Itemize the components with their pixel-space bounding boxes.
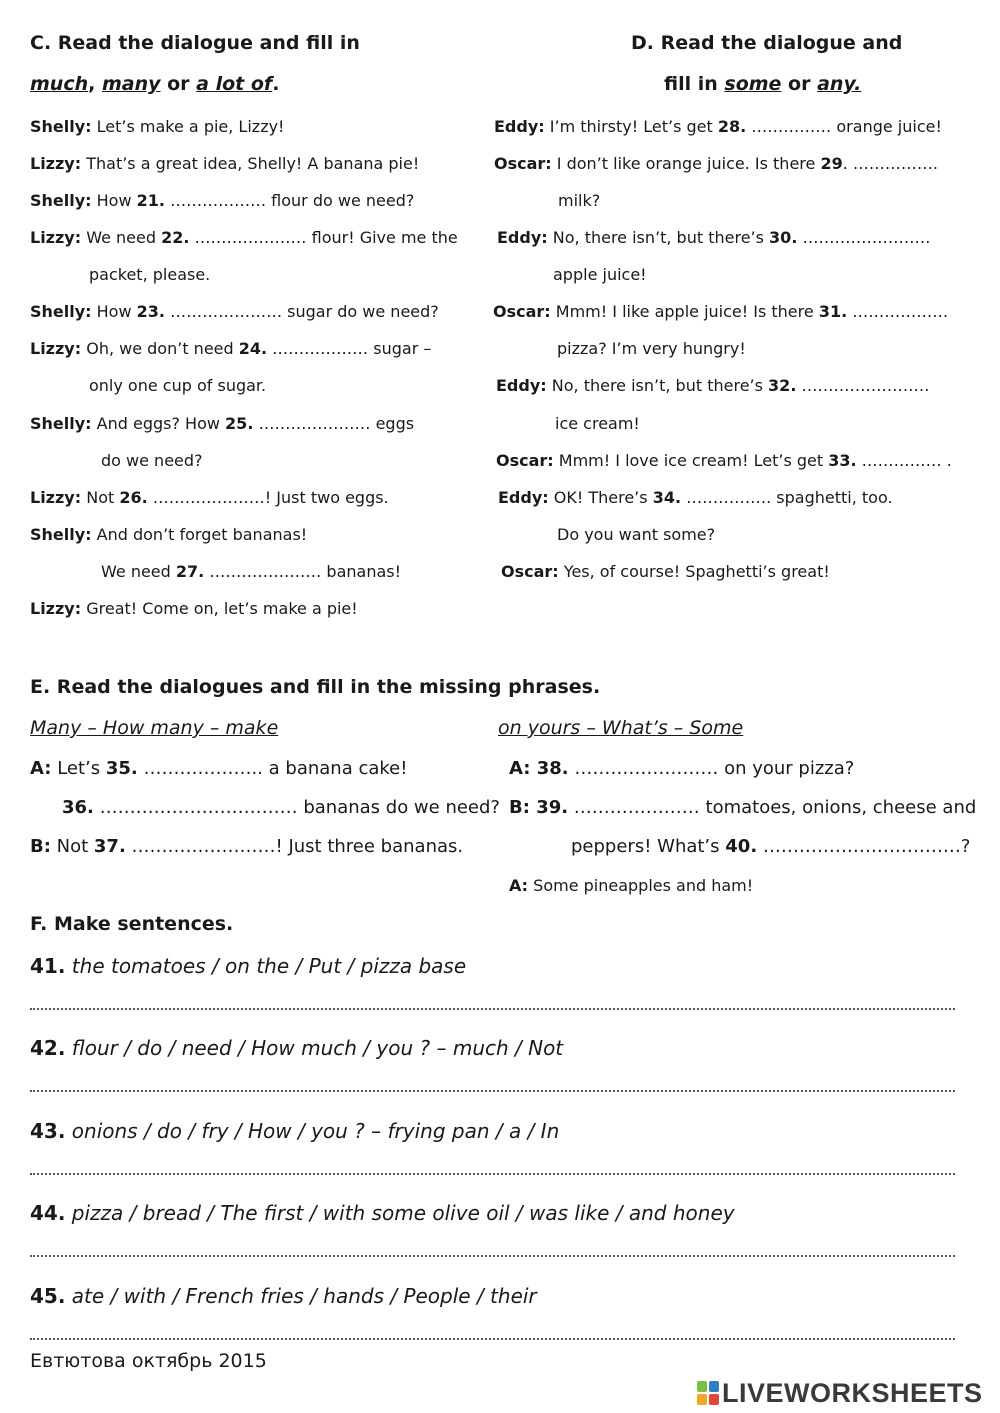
line-text: No, there isn’t, but there’s [547,228,770,247]
answer-line[interactable] [30,1088,955,1092]
item-number: 39. [529,797,569,818]
word-much: much [30,73,89,95]
word-a-lot-of: a lot of [196,73,273,95]
speaker-name: Shelly: [30,414,92,433]
dialogue-line [30,836,463,857]
dialogue-line [30,758,407,779]
dialogue-line [30,414,414,433]
section-f-title: F. Make sentences. [30,913,234,935]
subtitle-pre: fill in [664,73,725,95]
dialogue-line [30,154,419,173]
line-text: only one cup of sugar. [89,376,267,395]
sentence-prompt [30,1119,559,1143]
blank-text[interactable]: ……………… [847,302,949,321]
line-text: Not [50,836,94,857]
item-number: 31. [818,302,848,321]
speaker-name: Lizzy: [30,488,82,507]
speaker-name: Eddy: [496,376,547,395]
speaker-name: Lizzy: [30,154,82,173]
line-text: Not [81,488,120,507]
word-some: some [724,73,782,95]
line-text: Do you want some? [557,525,716,544]
blank-text[interactable]: ………………… tomatoes, onions, cheese and [568,797,977,818]
dialogue-line [497,228,930,247]
line-text: Mmm! I like apple juice! Is there [550,302,819,321]
dialogue-line [30,339,431,358]
speaker-name: Oscar: [496,451,554,470]
word-end: . [272,73,280,95]
speaker-name: Shelly: [30,117,92,136]
speaker-name: Eddy: [498,488,549,507]
dialogue-line [101,562,401,581]
blank-text[interactable]: …………………… [797,228,931,247]
word-sep: , [88,73,102,95]
blank-text[interactable]: ……………………! Just three bananas. [125,836,464,857]
section-d-subtitle [664,73,861,95]
line-text: How [91,191,137,210]
section-c-wordlist [30,73,279,95]
item-number: 25. [225,414,254,433]
dialogue-line [494,154,938,173]
line-text: ice cream! [555,414,640,433]
line-text: Some pineapples and ham! [528,876,754,895]
item-number: 27. [175,562,205,581]
dialogue-line [509,797,976,818]
line-text: No, there isn’t, but there’s [546,376,769,395]
section-e-wordlist-left: Many – How many – make [30,717,279,739]
line-text: packet, please. [89,265,211,284]
item-number: 34. [652,488,682,507]
blank-text[interactable]: ………………… bananas! [204,562,402,581]
scrambled-words: flour / do / need / How much / you ? – much / Not [65,1036,564,1060]
speaker-name: Lizzy: [30,339,82,358]
blank-text[interactable]: …………………! Just two eggs. [147,488,389,507]
speaker-name: Oscar: [501,562,559,581]
answer-line[interactable] [30,1336,955,1340]
item-number: 29 [820,154,843,173]
item-number: 24. [238,339,268,358]
dialogue-line [89,376,266,395]
blank-text[interactable]: …………………… on your pizza? [568,758,855,779]
section-d-title: D. Read the dialogue and [631,32,903,54]
blank-text[interactable]: ………………… flour! Give me the [189,228,458,247]
dialogue-line [30,599,358,618]
line-text: apple juice! [553,265,647,284]
line-text: milk? [558,191,601,210]
item-number: 35. [105,758,138,779]
speaker-name: Shelly: [30,191,92,210]
item-number: 22. [161,228,190,247]
line-text: Oh, we don’t need [81,339,239,358]
blank-text[interactable]: ……………….. a banana cake! [137,758,408,779]
speaker-name: Oscar: [494,154,552,173]
dialogue-line [30,117,284,136]
dialogue-line [501,562,830,581]
speaker-name: A: [30,758,52,779]
scrambled-words: the tomatoes / on the / Put / pizza base [65,954,467,978]
subtitle-mid: or [781,73,818,95]
answer-line[interactable] [30,1253,955,1257]
speaker-name: Lizzy: [30,599,82,618]
dialogue-line [557,339,746,358]
speaker-name: Lizzy: [30,228,82,247]
item-number: 32. [768,376,797,395]
logo-icon [697,1381,719,1405]
dialogue-line [558,191,600,210]
scrambled-words: onions / do / fry / How / you ? – frying pan / a / In [65,1119,560,1143]
blank-text[interactable]: ………………… eggs [253,414,415,433]
author-footer: Евтютова октябрь 2015 [30,1350,267,1372]
speaker-name: B: [509,797,530,818]
speaker-name: A: [509,876,529,895]
blank-text[interactable]: ………………… sugar do we need? [164,302,439,321]
liveworksheets-logo [697,1378,983,1408]
line-text: That’s a great idea, Shelly! A banana pie! [81,154,420,173]
item-number: 38. [530,758,569,779]
blank-text[interactable]: …………………………… bananas do we need? [93,797,500,818]
speaker-name: Shelly: [30,302,92,321]
dialogue-line [30,228,458,247]
answer-line[interactable] [30,1006,955,1010]
logo-square [709,1381,719,1392]
line-text: Great! Come on, let’s make a pie! [81,599,358,618]
logo-text: LIVEWORKSHEETS [722,1377,983,1408]
item-number: 21. [136,191,165,210]
dialogue-line [30,488,389,507]
logo-square [709,1394,719,1405]
line-text: I don’t like orange juice. Is there [551,154,821,173]
dialogue-line [30,191,414,210]
line-text: OK! There’s [548,488,653,507]
speaker-name: Shelly: [30,525,92,544]
word-any: any. [817,73,862,95]
dialogue-line [30,525,307,544]
dialogue-line [496,376,929,395]
blank-text[interactable]: …………… orange juice! [746,117,942,136]
dialogue-line [498,488,893,507]
item-number: 43. [30,1119,66,1143]
sentence-prompt [30,954,466,978]
blank-text[interactable]: …………………… [796,376,930,395]
scrambled-words: pizza / bread / The first / with some olive oil / was like / and honey [65,1201,735,1225]
item-number: 30. [769,228,798,247]
line-text: Let’s [51,758,106,779]
line-text: Yes, of course! Spaghetti’s great! [558,562,830,581]
item-number: 40. [725,836,758,857]
line-text: peppers! What’s [571,836,726,857]
line-text: And eggs? How [91,414,226,433]
blank-text[interactable]: ……………… flour do we need? [164,191,415,210]
dialogue-line [62,797,500,818]
line-text: We need [81,228,162,247]
dialogue-line [496,451,952,470]
dialogue-line [89,265,210,284]
line-text: do we need? [101,451,203,470]
scrambled-words: ate / with / French fries / hands / People / their [65,1284,537,1308]
dialogue-line [101,451,203,470]
sentence-prompt [30,1036,563,1060]
word-many: many [101,73,161,95]
logo-square [697,1381,707,1392]
section-e-wordlist-right: on yours – What’s – Some [498,717,744,739]
blank-text[interactable]: …………… . [856,451,952,470]
line-text: Mmm! I love ice cream! Let’s get [553,451,829,470]
blank-text[interactable]: ……………… sugar – [267,339,432,358]
dialogue-line [557,525,715,544]
item-number: 45. [30,1284,66,1308]
line-text: How [91,302,137,321]
answer-line[interactable] [30,1171,955,1175]
item-number: 37. [93,836,126,857]
dialogue-line [555,414,640,433]
dialogue-line [493,302,948,321]
dialogue-line [553,265,647,284]
blank-text[interactable]: ……………. spaghetti, too. [681,488,893,507]
speaker-name: Oscar: [493,302,551,321]
item-number: 26. [119,488,148,507]
section-c-title: C. Read the dialogue and fill in [30,32,360,54]
item-number: 23. [136,302,165,321]
speaker-name: Eddy: [494,117,545,136]
speaker-name: B: [30,836,51,857]
sentence-prompt [30,1201,735,1225]
item-number: 44. [30,1201,66,1225]
blank-text[interactable]: . ……………. [842,154,938,173]
speaker-name: A: [509,758,531,779]
speaker-name: Eddy: [497,228,548,247]
item-number: 42. [30,1036,66,1060]
line-text: pizza? I’m very hungry! [557,339,746,358]
line-text: We need [101,562,176,581]
item-number: 33. [828,451,857,470]
dialogue-line [509,876,753,895]
dialogue-line [509,758,854,779]
dialogue-line [30,302,439,321]
logo-square [697,1394,707,1405]
section-e-title: E. Read the dialogues and fill in the missing phrases. [30,676,601,698]
dialogue-line [571,836,970,857]
dialogue-line [494,117,942,136]
line-text: And don’t forget bananas! [91,525,308,544]
line-text: I’m thirsty! Let’s get [544,117,718,136]
item-number: 36. [62,797,94,818]
blank-text[interactable]: ……………………………? [757,836,971,857]
item-number: 28. [717,117,747,136]
sentence-prompt [30,1284,537,1308]
item-number: 41. [30,954,66,978]
word-sep: or [160,73,197,95]
line-text: Let’s make a pie, Lizzy! [91,117,285,136]
